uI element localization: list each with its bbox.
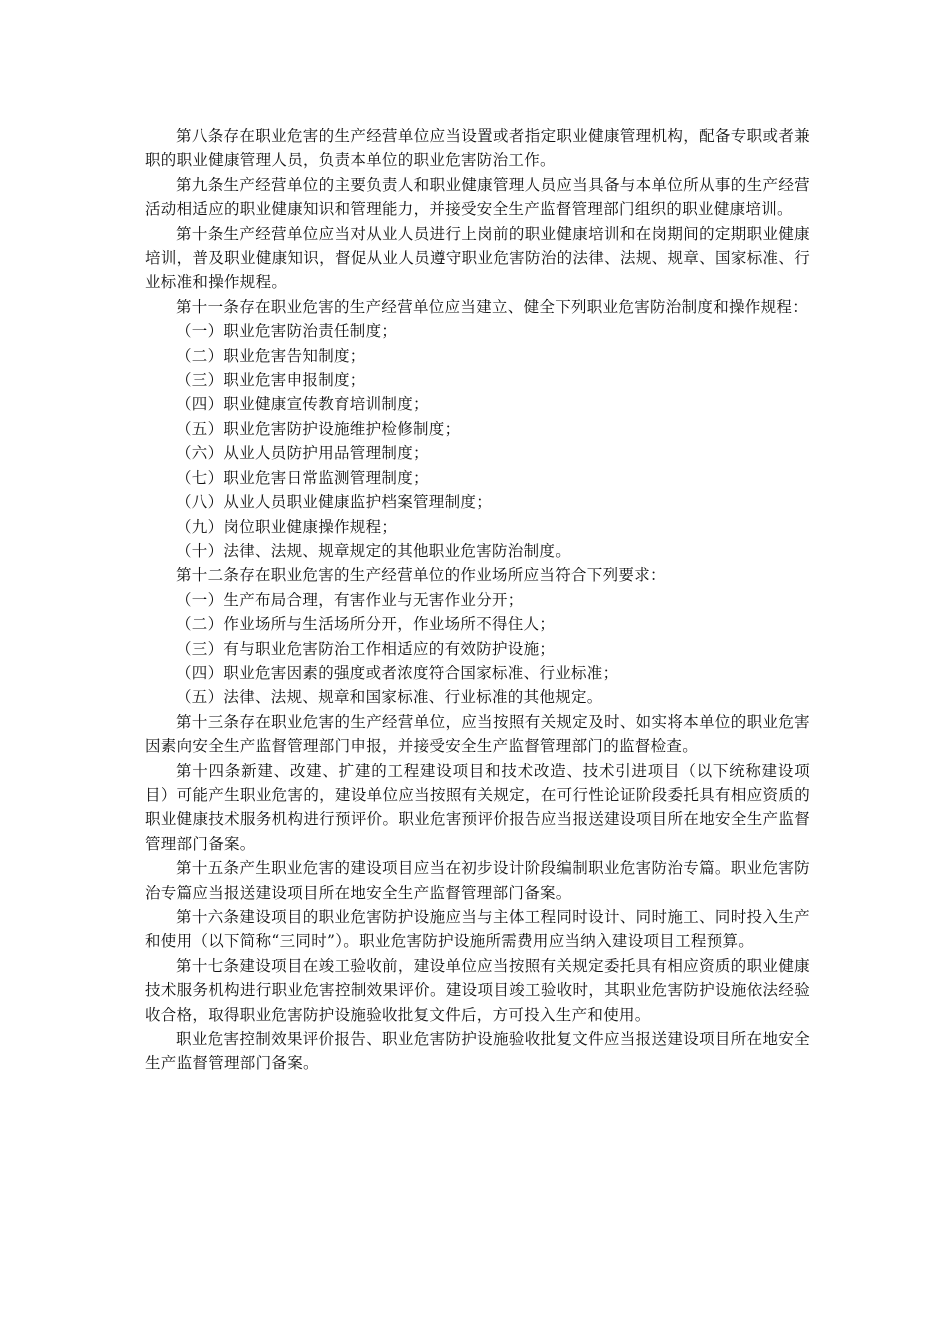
article-8: 第八条存在职业危害的生产经营单位应当设置或者指定职业健康管理机构，配备专职或者兼职的职业健康管理人员，负责本单位的职业危害防治工作。 [145,127,810,170]
article-12-item-5: （五）法律、法规、规章和国家标准、行业标准的其他规定。 [176,688,603,707]
article-12-item-2: （二）作业场所与生活场所分开，作业场所不得住人； [176,615,556,634]
article-11: 第十一条存在职业危害的生产经营单位应当建立、健全下列职业危害防治制度和操作规程： [176,297,809,316]
article-15: 第十五条产生职业危害的建设项目应当在初步设计阶段编制职业危害防治专篇。职业危害防治专篇应当报送建设项目所在地安全生产监督管理部门备案。 [145,859,810,902]
article-17-continuation: 职业危害控制效果评价报告、职业危害防护设施验收批复文件应当报送建设项目所在地安全生产监督管理部门备案。 [145,1030,810,1073]
article-13: 第十三条存在职业危害的生产经营单位，应当按照有关规定及时、如实将本单位的职业危害因素向安全生产监督管理部门申报，并接受安全生产监督管理部门的监督检查。 [145,712,810,756]
document-body [145,124,810,1076]
article-12-item-4: （四）职业危害因素的强度或者浓度符合国家标准、行业标准； [176,663,619,682]
article-14: 第十四条新建、改建、扩建的工程建设项目和技术改造、技术引进项目（以下统称建设项目）可能产生职业危害的，建设单位应当按照有关规定，在可行性论证阶段委托具有相应资质的职业健康技术服务机构进行预评价。职业危害预评价报告应当报送建设项目所在地安全生产监督管理部门备案。 [145,761,810,853]
article-17: 第十七条建设项目在竣工验收前，建设单位应当按照有关规定委托具有相应资质的职业健康技术服务机构进行职业危害控制效果评价。建设项目竣工验收时，其职业危害防护设施依法经验收合格，取得职业危害防护设施验收批复文件后，方可投入生产和使用。 [145,956,810,1024]
article-12-item-1: （一）生产布局合理，有害作业与无害作业分开； [176,590,524,609]
article-11-item-4: （四）职业健康宣传教育培训制度； [176,395,429,414]
article-11-item-1: （一）职业危害防治责任制度； [176,322,398,341]
article-11-item-5: （五）职业危害防护设施维护检修制度； [176,419,461,438]
article-11-item-2: （二）职业危害告知制度； [176,346,366,365]
article-12: 第十二条存在职业危害的生产经营单位的作业场所应当符合下列要求： [176,566,666,585]
article-16: 第十六条建设项目的职业危害防护设施应当与主体工程同时设计、同时施工、同时投入生产和使用（以下简称“三同时”）。职业危害防护设施所需费用应当纳入建设项目工程预算。 [145,908,810,951]
article-12-item-3: （三）有与职业危害防治工作相适应的有效防护设施； [176,639,556,658]
article-11-item-8: （八）从业人员职业健康监护档案管理制度； [176,493,493,512]
article-11-item-6: （六）从业人员防护用品管理制度； [176,444,429,463]
article-10: 第十条生产经营单位应当对从业人员进行上岗前的职业健康培训和在岗期间的定期职业健康培训，普及职业健康知识，督促从业人员遵守职业危害防治的法律、法规、规章、国家标准、行业标准和操作规程。 [145,224,810,292]
article-11-item-3: （三）职业危害申报制度； [176,371,366,390]
article-11-item-7: （七）职业危害日常监测管理制度； [176,468,429,487]
article-9: 第九条生产经营单位的主要负责人和职业健康管理人员应当具备与本单位所从事的生产经营活动相适应的职业健康知识和管理能力，并接受安全生产监督管理部门组织的职业健康培训。 [145,175,810,219]
article-11-item-10: （十）法律、法规、规章规定的其他职业危害防治制度。 [176,541,572,560]
article-11-item-9: （九）岗位职业健康操作规程； [176,517,398,536]
